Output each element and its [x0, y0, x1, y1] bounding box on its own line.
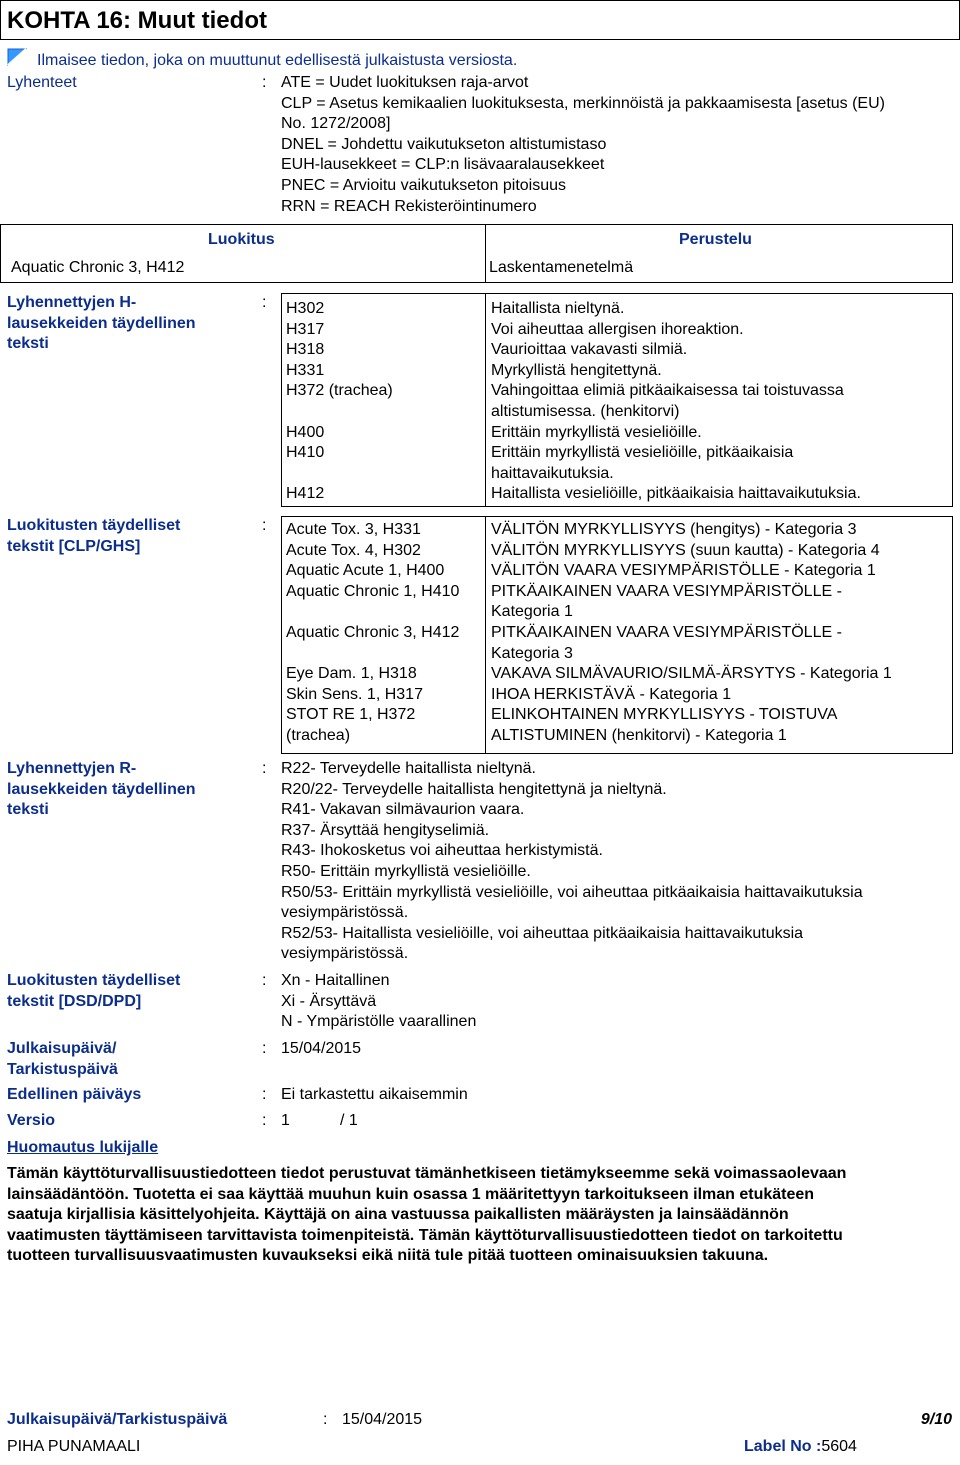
h-text: altistumisessa. (henkitorvi)	[491, 402, 680, 420]
clp-code: STOT RE 1, H372	[286, 706, 416, 724]
clp-text: VÄLITÖN VAARA VESIYMPÄRISTÖLLE - Kategoria 1	[491, 562, 876, 580]
publication-date-colon: :	[262, 1040, 267, 1057]
footer-product-name: PIHA PUNAMAALI	[7, 1438, 141, 1455]
abbreviation-line: CLP = Asetus kemikaalien luokituksesta, merkinnöistä ja pakkaamisesta [asetus (EU)	[281, 94, 885, 112]
previous-date-colon: :	[262, 1086, 267, 1103]
publication-date-value: 15/04/2015	[281, 1040, 362, 1057]
clp-code	[286, 644, 459, 665]
notice-line: Tämän käyttöturvallisuustiedotteen tiedot perustuvat tämänhetkiseen tietämykseemme sekä voimassaolevaan	[7, 1165, 847, 1182]
h-statements-codes	[286, 299, 393, 505]
r-phrase: vesiympäristössä.	[281, 945, 409, 963]
clp-code	[286, 602, 459, 623]
clp-text: VAKAVA SILMÄVAURIO/SILMÄ-ÄRSYTYS - Kategoria 1	[491, 665, 892, 683]
h-statements-label: Lyhennettyjen H- lausekkeiden täydellinen teksti	[7, 294, 196, 353]
previous-date-label: Edellinen päiväys	[7, 1086, 142, 1103]
r-phrase: R52/53- Haitallista vesieliöille, voi aiheuttaa pitkäaikaisia haittavaikutuksia	[281, 924, 804, 942]
version-number: 1	[281, 1112, 290, 1129]
clp-code: Aquatic Chronic 1, H410	[286, 582, 460, 600]
clp-text: PITKÄAIKAINEN VAARA VESIYMPÄRISTÖLLE -	[491, 582, 842, 600]
h-code: H410	[286, 444, 325, 462]
footer-date-label: Julkaisupäivä/Tarkistuspäivä	[7, 1411, 228, 1428]
footer-label-number	[744, 1437, 857, 1458]
clp-text: Kategoria 3	[491, 644, 573, 662]
clp-code: Aquatic Chronic 3, H412	[286, 623, 460, 641]
notice-line: vaatimusten täyttämiseen tarvittavista toimenpiteistä. Tämän käyttöturvallisuustiedotteen tiedot on tarkoitettu	[7, 1226, 843, 1244]
revision-note: Ilmaisee tiedon, joka on muuttunut edellisestä julkaistusta versiosta.	[37, 52, 518, 69]
dsd-classifications-colon: :	[262, 972, 267, 989]
r-phrase: vesiympäristössä.	[281, 904, 409, 922]
clp-code: Acute Tox. 3, H331	[286, 521, 421, 538]
revision-marker-icon	[7, 48, 27, 66]
clp-code: Aquatic Acute 1, H400	[286, 562, 445, 580]
h-code: H302	[286, 300, 325, 317]
r-phrases-colon: :	[262, 760, 267, 777]
h-text: Myrkyllistä hengitettynä.	[491, 361, 662, 379]
dsd-line: Xn - Haitallinen	[281, 972, 390, 989]
dsd-classifications-list	[281, 971, 476, 1033]
h-text: Vahingoittaa elimiä pitkäaikaisessa tai toistuvassa	[491, 382, 844, 400]
clp-text: PITKÄAIKAINEN VAARA VESIYMPÄRISTÖLLE -	[491, 623, 842, 641]
h-text: Erittäin myrkyllistä vesieliöille, pitkäaikaisia	[491, 444, 794, 462]
version-label: Versio	[7, 1112, 56, 1129]
clp-code: (trachea)	[286, 726, 351, 744]
version-total: / 1	[340, 1112, 358, 1129]
h-code: H331	[286, 361, 325, 379]
notice-text	[7, 1164, 846, 1267]
footer-label-number-label: Label No :	[744, 1438, 822, 1455]
clp-code: Skin Sens. 1, H317	[286, 685, 423, 703]
r-phrase: R22- Terveydelle haitallista nieltynä.	[281, 760, 536, 777]
h-text: Voi aiheuttaa allergisen ihoreaktion.	[491, 320, 744, 338]
h-code: H400	[286, 423, 325, 441]
clp-text: IHOA HERKISTÄVÄ - Kategoria 1	[491, 685, 732, 703]
abbreviations-label: Lyhenteet	[7, 74, 77, 91]
clp-texts	[491, 520, 892, 747]
abbreviation-line: DNEL = Johdettu vaikutukseton altistumistaso	[281, 135, 607, 153]
h-text: Haitallista vesieliöille, pitkäaikaisia haittavaikutuksia.	[491, 485, 861, 503]
classification-header: Luokitus	[208, 231, 275, 248]
dsd-line: N - Ympäristölle vaarallinen	[281, 1013, 477, 1031]
abbreviation-line: ATE = Uudet luokituksen raja-arvot	[281, 74, 529, 91]
h-statements-colon: :	[262, 294, 267, 311]
clp-classifications-label: Luokitusten täydelliset tekstit [CLP/GHS]	[7, 517, 181, 555]
section-title-bar	[0, 0, 960, 40]
previous-date-value: Ei tarkastettu aikaisemmin	[281, 1086, 468, 1103]
clp-text: Kategoria 1	[491, 603, 573, 621]
clp-text: ELINKOHTAINEN MYRKYLLISYYS - TOISTUVA	[491, 706, 838, 724]
notice-line: saatuja kirjallisia käsittelyohjeita. Käyttäjä on aina vastuussa paikallisten määräysten ja lainsäädännön	[7, 1206, 789, 1224]
abbreviation-line: EUH-lausekkeet = CLP:n lisävaaralausekkeet	[281, 156, 605, 174]
clp-text: ALTISTUMINEN (henkitorvi) - Kategoria 1	[491, 726, 787, 744]
footer-label-number-value: 5604	[821, 1438, 857, 1455]
abbreviations-list	[281, 73, 885, 217]
r-phrase: R50- Erittäin myrkyllistä vesieliöille.	[281, 862, 531, 880]
abbreviation-line: RRN = REACH Rekisteröintinumero	[281, 197, 537, 215]
dsd-line: Xi - Ärsyttävä	[281, 992, 377, 1010]
r-phrases-list	[281, 759, 863, 965]
basis-value: Laskentamenetelmä	[489, 259, 634, 276]
notice-line: tuotteen turvallisuusvaatimusten kuvaukseksi eikä niitä tule pitää tuotteen ominaisuuksien takuuna.	[7, 1247, 769, 1265]
clp-codes	[286, 520, 459, 747]
version-colon: :	[262, 1112, 267, 1129]
clp-classifications-colon: :	[262, 517, 267, 534]
abbreviations-colon: :	[262, 74, 267, 91]
r-phrase: R41- Vakavan silmävaurion vaara.	[281, 801, 525, 819]
h-code: H412	[286, 485, 325, 503]
h-text: haittavaikutuksia.	[491, 464, 614, 482]
abbreviation-line: No. 1272/2008]	[281, 115, 391, 133]
r-phrase: R50/53- Erittäin myrkyllistä vesieliöille, voi aiheuttaa pitkäaikaisia haittavaikutuksia	[281, 883, 863, 901]
r-phrase: R37- Ärsyttää hengityselimiä.	[281, 821, 490, 839]
h-code	[286, 464, 393, 485]
h-code: H317	[286, 320, 325, 338]
dsd-classifications-label: Luokitusten täydelliset tekstit [DSD/DPD]	[7, 972, 181, 1010]
clp-code: Eye Dam. 1, H318	[286, 665, 417, 683]
h-code: H372 (trachea)	[286, 382, 393, 400]
notice-label: Huomautus lukijalle	[7, 1139, 159, 1156]
r-phrase: R43- Ihokosketus voi aiheuttaa herkistymistä.	[281, 842, 603, 860]
h-code: H318	[286, 341, 325, 359]
footer-date-colon: :	[323, 1411, 328, 1428]
h-statements-texts	[491, 299, 861, 505]
classification-value: Aquatic Chronic 3, H412	[11, 259, 185, 276]
h-text: Haitallista nieltynä.	[491, 300, 625, 317]
r-phrase: R20/22- Terveydelle haitallista hengitettynä ja nieltynä.	[281, 780, 667, 798]
footer-date-value: 15/04/2015	[342, 1411, 423, 1428]
clp-text: VÄLITÖN MYRKYLLISYYS (hengitys) - Kategoria 3	[491, 521, 857, 538]
abbreviation-line: PNEC = Arvioitu vaikutukseton pitoisuus	[281, 176, 567, 194]
basis-header: Perustelu	[679, 231, 752, 248]
footer-page-number: 9/10	[920, 1411, 952, 1428]
h-text: Erittäin myrkyllistä vesieliöille.	[491, 423, 702, 441]
clp-text: VÄLITÖN MYRKYLLISYYS (suun kautta) - Kategoria 4	[491, 541, 880, 559]
r-phrases-label: Lyhennettyjen R- lausekkeiden täydellinen teksti	[7, 760, 196, 819]
notice-line: lainsäädäntöön. Tuotetta ei saa käyttää muuhun kuin osassa 1 määritettyyn tarkoitukseen ilman etukäteen	[7, 1185, 815, 1203]
clp-code: Acute Tox. 4, H302	[286, 541, 421, 559]
publication-date-label: Julkaisupäivä/ Tarkistuspäivä	[7, 1040, 118, 1078]
h-code	[286, 402, 393, 423]
section-title: KOHTA 16: Muut tiedot	[7, 7, 267, 34]
h-text: Vaurioittaa vakavasti silmiä.	[491, 341, 688, 359]
